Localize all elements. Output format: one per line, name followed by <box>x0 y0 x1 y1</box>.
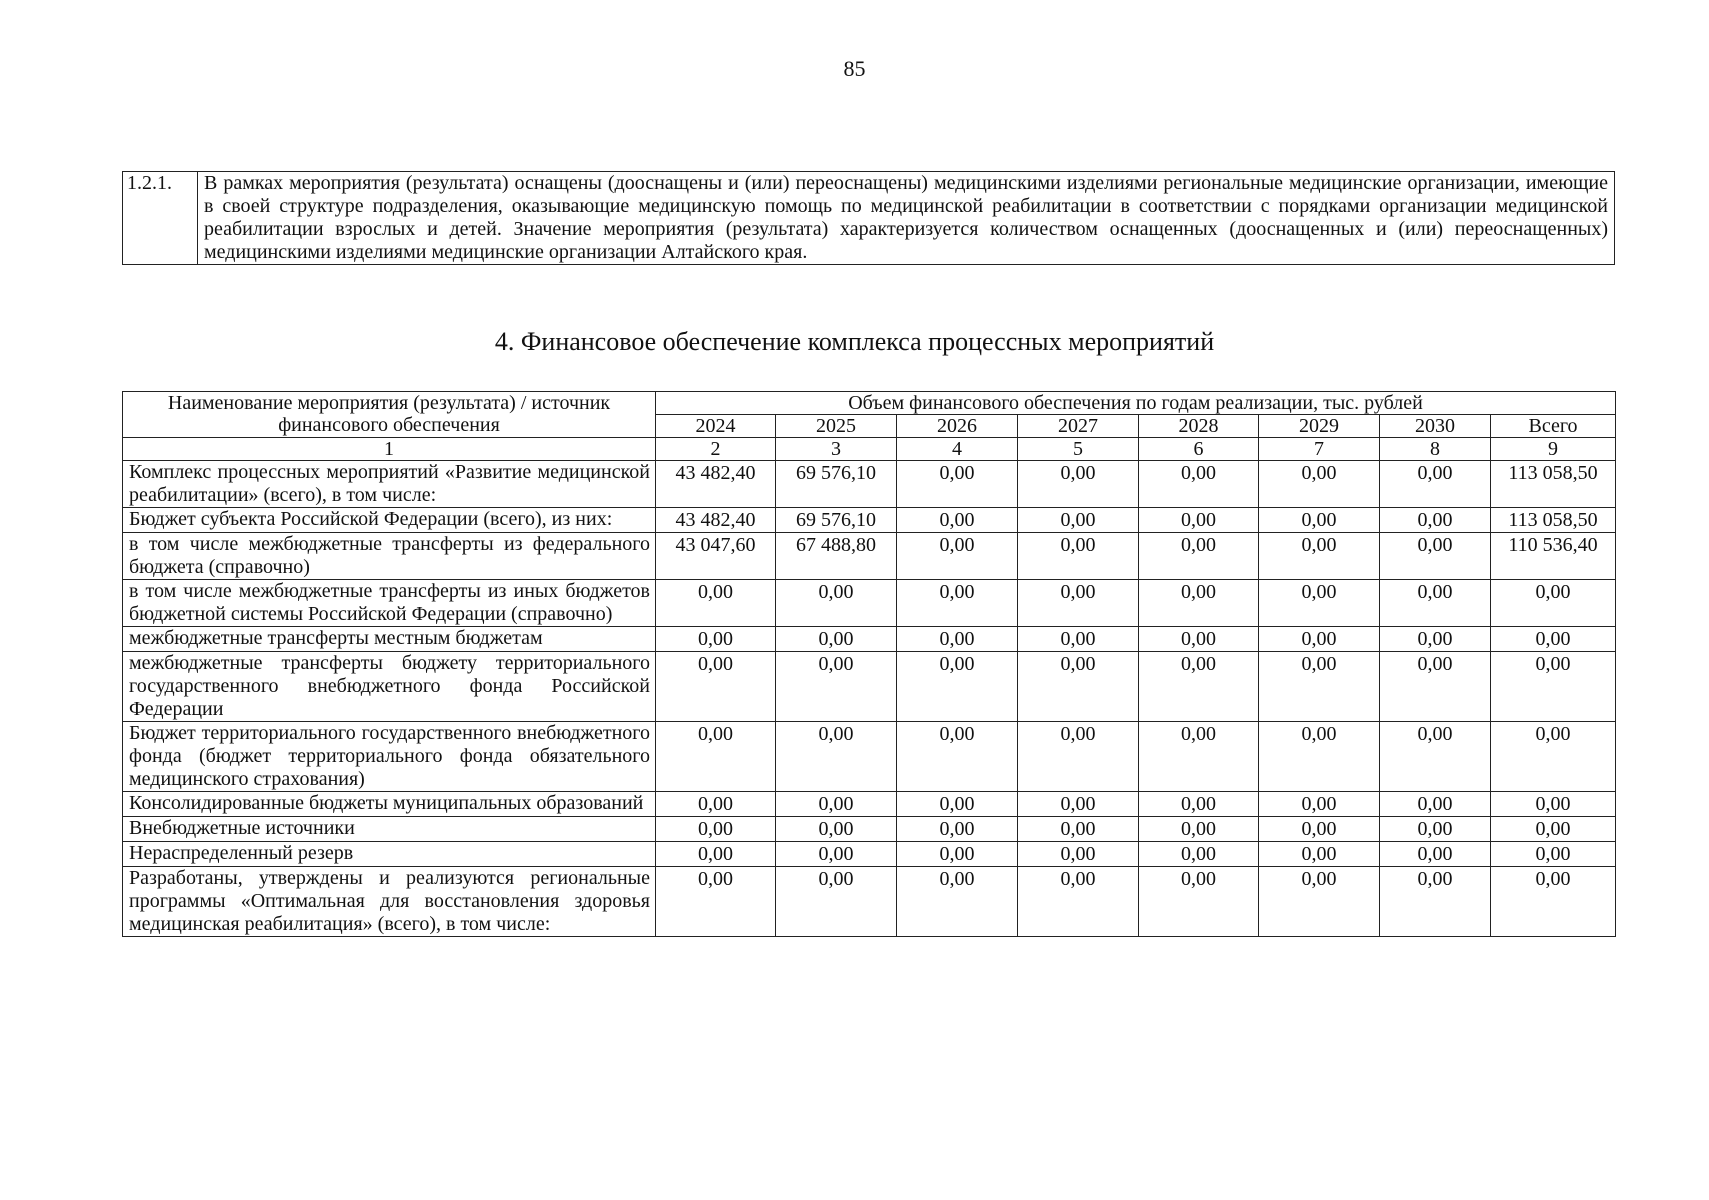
row-name: Бюджет территориального государственного внебюджетного фонда (бюджет территориального фонда обязательного медицинского страхования) <box>123 722 656 792</box>
row-year-value: 0,00 <box>1259 627 1380 652</box>
row-year-value: 69 576,10 <box>776 461 897 508</box>
row-year-value: 0,00 <box>1139 627 1259 652</box>
table-row <box>123 842 1616 867</box>
row-year-value: 43 482,40 <box>656 461 776 508</box>
header-year: 2025 <box>776 415 897 438</box>
row-year-value: 0,00 <box>1380 652 1491 722</box>
row-year-value: 0,00 <box>1018 652 1139 722</box>
row-year-value: 0,00 <box>776 867 897 937</box>
row-year-value: 0,00 <box>1259 580 1380 627</box>
column-number: 9 <box>1491 438 1616 461</box>
row-year-value: 0,00 <box>1018 792 1139 817</box>
row-year-value: 0,00 <box>1139 533 1259 580</box>
row-year-value: 0,00 <box>1139 792 1259 817</box>
row-name: Комплекс процессных мероприятий «Развитие медицинской реабилитации» (всего), в том числе: <box>123 461 656 508</box>
table-row <box>123 580 1616 627</box>
table-row <box>123 817 1616 842</box>
row-year-value: 0,00 <box>897 722 1018 792</box>
row-year-value: 0,00 <box>1380 867 1491 937</box>
row-year-value: 0,00 <box>656 867 776 937</box>
row-year-value: 0,00 <box>1380 817 1491 842</box>
table-row <box>123 508 1616 533</box>
row-year-value: 0,00 <box>656 842 776 867</box>
row-total-value: 113 058,50 <box>1491 461 1616 508</box>
row-year-value: 0,00 <box>1380 461 1491 508</box>
header-year: 2030 <box>1380 415 1491 438</box>
financing-table <box>122 391 1616 937</box>
table-row <box>123 792 1616 817</box>
row-year-value: 0,00 <box>1139 817 1259 842</box>
row-year-value: 0,00 <box>1018 580 1139 627</box>
row-year-value: 0,00 <box>1139 867 1259 937</box>
table-row <box>123 867 1616 937</box>
row-year-value: 0,00 <box>776 792 897 817</box>
row-name: Бюджет субъекта Российской Федерации (всего), из них: <box>123 508 656 533</box>
table-row <box>123 533 1616 580</box>
row-name: в том числе межбюджетные трансферты из федерального бюджета (справочно) <box>123 533 656 580</box>
row-year-value: 43 047,60 <box>656 533 776 580</box>
column-number: 3 <box>776 438 897 461</box>
row-year-value: 0,00 <box>656 722 776 792</box>
row-year-value: 0,00 <box>1139 461 1259 508</box>
column-number: 7 <box>1259 438 1380 461</box>
row-year-value: 0,00 <box>897 508 1018 533</box>
row-total-value: 0,00 <box>1491 842 1616 867</box>
header-year: 2029 <box>1259 415 1380 438</box>
header-name: Наименование мероприятия (результата) / источник финансового обеспечения <box>123 392 656 438</box>
row-year-value: 0,00 <box>1380 580 1491 627</box>
row-year-value: 0,00 <box>656 817 776 842</box>
header-year: Всего <box>1491 415 1616 438</box>
row-total-value: 0,00 <box>1491 627 1616 652</box>
task-description: В рамках мероприятия (результата) оснащены (дооснащены и (или) переоснащены) медицинскими изделиями региональные медицинские организации, имеющие в своей структуре подразделения, оказывающие медицинскую помощь по медицинской реабилитации в соответствии с порядками организации медицинской реабилитации взрослых и детей. Значение мероприятия (результата) характеризуется количеством оснащенных (дооснащенных и (или) переоснащенных) медицинскими изделиями медицинские организации Алтайского края. <box>198 172 1615 265</box>
row-year-value: 0,00 <box>1380 508 1491 533</box>
row-year-value: 0,00 <box>1380 533 1491 580</box>
row-year-value: 0,00 <box>897 817 1018 842</box>
row-year-value: 43 482,40 <box>656 508 776 533</box>
row-total-value: 0,00 <box>1491 792 1616 817</box>
header-year: 2028 <box>1139 415 1259 438</box>
row-year-value: 0,00 <box>656 652 776 722</box>
row-total-value: 0,00 <box>1491 580 1616 627</box>
row-year-value: 0,00 <box>1018 461 1139 508</box>
row-year-value: 0,00 <box>897 627 1018 652</box>
table-row <box>123 722 1616 792</box>
row-name: Нераспределенный резерв <box>123 842 656 867</box>
header-volume: Объем финансового обеспечения по годам реализации, тыс. рублей <box>656 392 1616 415</box>
row-total-value: 0,00 <box>1491 817 1616 842</box>
row-year-value: 0,00 <box>897 461 1018 508</box>
row-year-value: 0,00 <box>1380 842 1491 867</box>
row-year-value: 0,00 <box>1018 867 1139 937</box>
row-year-value: 0,00 <box>1018 533 1139 580</box>
header-row-top <box>123 392 1616 415</box>
row-total-value: 0,00 <box>1491 722 1616 792</box>
table-row <box>123 652 1616 722</box>
row-year-value: 0,00 <box>1380 627 1491 652</box>
row-year-value: 0,00 <box>1380 722 1491 792</box>
financing-table-body <box>123 461 1616 937</box>
row-year-value: 0,00 <box>776 580 897 627</box>
row-name: Консолидированные бюджеты муниципальных образований <box>123 792 656 817</box>
column-number: 2 <box>656 438 776 461</box>
column-number: 6 <box>1139 438 1259 461</box>
row-year-value: 67 488,80 <box>776 533 897 580</box>
row-year-value: 0,00 <box>897 842 1018 867</box>
row-name: межбюджетные трансферты бюджету территориального государственного внебюджетного фонда Российской Федерации <box>123 652 656 722</box>
row-year-value: 0,00 <box>1018 842 1139 867</box>
header-year: 2024 <box>656 415 776 438</box>
row-year-value: 0,00 <box>1259 867 1380 937</box>
row-year-value: 0,00 <box>1139 508 1259 533</box>
row-year-value: 0,00 <box>897 580 1018 627</box>
table-row <box>123 627 1616 652</box>
row-year-value: 0,00 <box>1139 842 1259 867</box>
column-number: 8 <box>1380 438 1491 461</box>
row-year-value: 0,00 <box>1259 533 1380 580</box>
row-year-value: 0,00 <box>776 627 897 652</box>
row-year-value: 0,00 <box>1380 792 1491 817</box>
task-number: 1.2.1. <box>123 172 198 265</box>
section-title: 4. Финансовое обеспечение комплекса процессных мероприятий <box>494 327 1215 356</box>
row-year-value: 0,00 <box>897 652 1018 722</box>
column-number: 4 <box>897 438 1018 461</box>
row-year-value: 0,00 <box>656 792 776 817</box>
row-name: межбюджетные трансферты местным бюджетам <box>123 627 656 652</box>
row-year-value: 0,00 <box>1259 817 1380 842</box>
row-name: Разработаны, утверждены и реализуются региональные программы «Оптимальная для восстановления здоровья медицинская реабилитация» (всего), в том числе: <box>123 867 656 937</box>
row-year-value: 0,00 <box>897 533 1018 580</box>
task-row <box>123 172 1615 265</box>
row-total-value: 0,00 <box>1491 867 1616 937</box>
row-name: в том числе межбюджетные трансферты из иных бюджетов бюджетной системы Российской Федерации (справочно) <box>123 580 656 627</box>
row-year-value: 0,00 <box>776 722 897 792</box>
row-year-value: 0,00 <box>656 580 776 627</box>
row-year-value: 0,00 <box>1018 627 1139 652</box>
row-year-value: 0,00 <box>897 792 1018 817</box>
row-year-value: 0,00 <box>776 652 897 722</box>
row-total-value: 0,00 <box>1491 652 1616 722</box>
row-year-value: 0,00 <box>776 817 897 842</box>
table-row <box>123 461 1616 508</box>
row-year-value: 0,00 <box>776 842 897 867</box>
row-year-value: 0,00 <box>1259 842 1380 867</box>
row-year-value: 0,00 <box>1259 722 1380 792</box>
row-year-value: 0,00 <box>1018 508 1139 533</box>
row-year-value: 0,00 <box>1259 461 1380 508</box>
row-year-value: 0,00 <box>1018 817 1139 842</box>
row-year-value: 0,00 <box>1139 722 1259 792</box>
row-year-value: 0,00 <box>1259 508 1380 533</box>
row-year-value: 0,00 <box>1259 792 1380 817</box>
header-year: 2027 <box>1018 415 1139 438</box>
column-number: 1 <box>123 438 656 461</box>
row-year-value: 0,00 <box>1259 652 1380 722</box>
row-total-value: 113 058,50 <box>1491 508 1616 533</box>
row-name: Внебюджетные источники <box>123 817 656 842</box>
column-number: 5 <box>1018 438 1139 461</box>
page-number: 85 <box>843 56 866 81</box>
row-year-value: 0,00 <box>1139 652 1259 722</box>
row-year-value: 0,00 <box>656 627 776 652</box>
header-year: 2026 <box>897 415 1018 438</box>
row-total-value: 110 536,40 <box>1491 533 1616 580</box>
task-table <box>122 171 1615 265</box>
header-row-column-numbers <box>123 438 1616 461</box>
row-year-value: 0,00 <box>1139 580 1259 627</box>
row-year-value: 0,00 <box>897 867 1018 937</box>
row-year-value: 69 576,10 <box>776 508 897 533</box>
row-year-value: 0,00 <box>1018 722 1139 792</box>
